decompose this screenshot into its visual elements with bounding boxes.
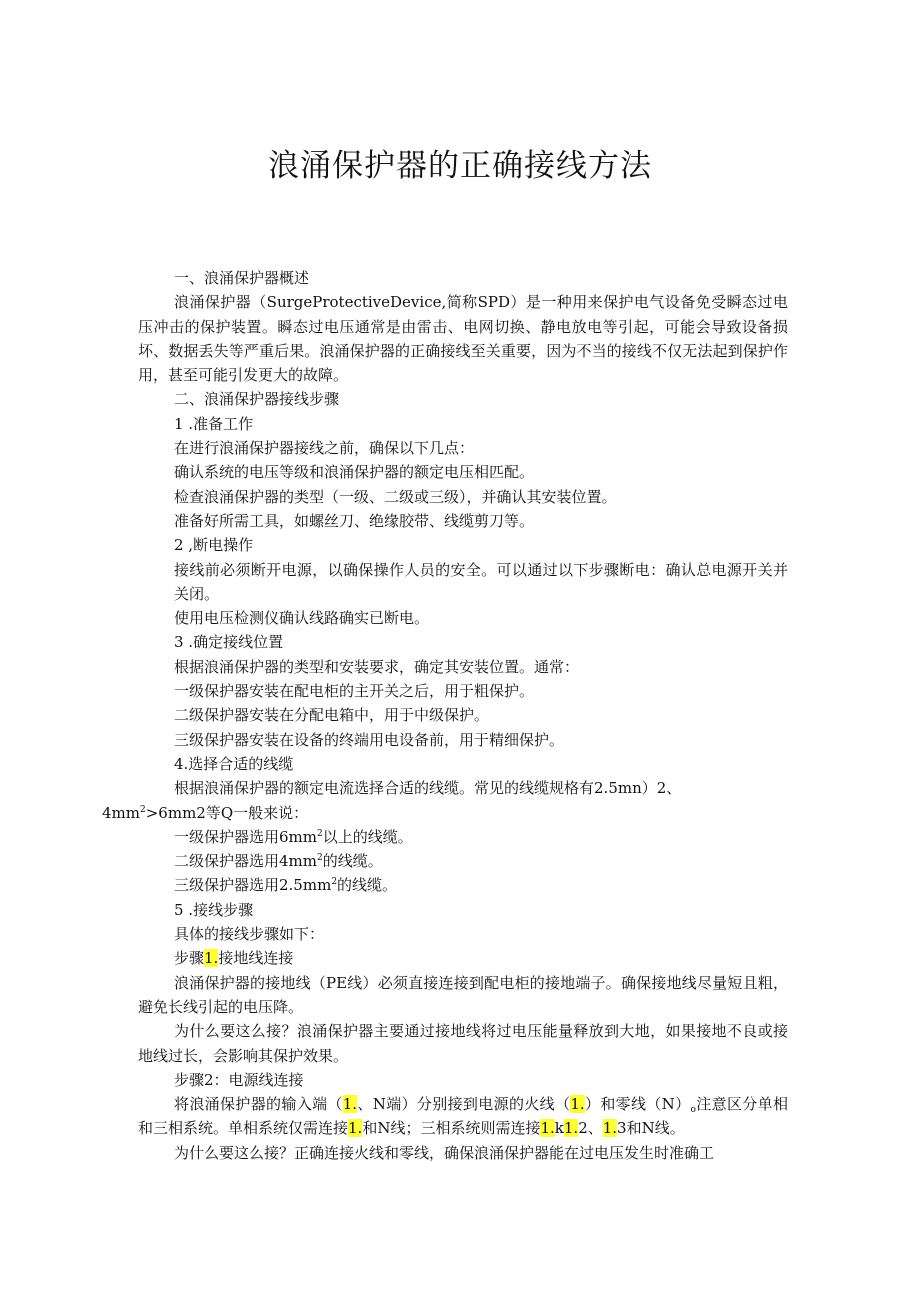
step1-intro: 在进行浪涌保护器接线之前，确保以下几点： [174, 439, 475, 458]
text-run: 二级保护器选用4mm [174, 852, 317, 871]
substep2-heading: 步骤2：电源线连接 [174, 1070, 304, 1089]
text-run: 以上的线缆。 [322, 827, 413, 846]
step4-heading: 4.选择合适的线缆 [174, 754, 294, 773]
step3-intro: 根据浪涌保护器的类型和安装要求，确定其安装位置。通常： [174, 657, 580, 676]
overview-paragraph: 浪涌保护器（SurgeProtectiveDevice,简称SPD）是一种用来保护电气设备免受瞬态过电压冲击的保护装置。瞬态过电压通常是由雷击、电网切换、静电放电等引起，可能会导致设备损坏、数据丢失等严重后果。浪涌保护器的正确接线至关重要，因为不当的接线不仅无法起到保护作用，甚至可能引发更大的故障。 [138, 293, 788, 385]
text-run: 步骤 [174, 949, 205, 968]
text-run: 2、 [578, 1119, 603, 1138]
text-run: 和N线；三相系统则需连接 [362, 1119, 541, 1138]
highlight: 1. [342, 1095, 358, 1114]
step4-item [138, 825, 788, 849]
text-run: ）和零线（N） [584, 1095, 691, 1114]
step4-intro-line1: 根据浪涌保护器的额定电流选择合适的线缆。常见的线缆规格有2.5mn）2、 [174, 779, 682, 798]
text-run: 一级保护器选用6mm [174, 827, 317, 846]
step4-intro-line2a: 4mm [102, 803, 140, 822]
substep2-paragraph [138, 1092, 788, 1141]
text-run: k [554, 1119, 564, 1138]
text-run: 三级保护器选用2.5mm [174, 876, 332, 895]
step3-heading: 3 .确定接线位置 [174, 633, 284, 652]
step4-intro [102, 776, 788, 825]
step2-heading: 2 ,断电操作 [174, 536, 254, 555]
superscript: 2 [140, 804, 146, 815]
highlight: 1. [602, 1119, 618, 1138]
text-run: 接地线连接 [218, 949, 294, 968]
highlight: 1. [348, 1119, 363, 1138]
step1-item: 准备好所需工具，如螺丝刀、绝缘胶带、线缆剪刀等。 [174, 511, 535, 530]
step4-item [138, 873, 788, 897]
highlight: 1. [570, 1095, 585, 1114]
step1-item: 确认系统的电压等级和浪涌保护器的额定电压相匹配。 [174, 463, 535, 482]
highlight: 1. [540, 1119, 555, 1138]
highlight: 1. [204, 949, 219, 968]
step3-item: 一级保护器安装在配电柜的主开关之后，用于粗保护。 [174, 682, 535, 701]
superscript: 2 [317, 853, 323, 864]
superscript: 2 [317, 828, 323, 839]
section-heading-steps: 二、浪涌保护器接线步骤 [174, 390, 340, 409]
highlight: 1. [563, 1119, 579, 1138]
document-body [102, 266, 788, 1165]
text-run: 将浪涌保护器的输入端（ [174, 1095, 343, 1114]
substep1-why: 为什么要这么接？浪涌保护器主要通过接地线将过电压能量释放到大地，如果接地不良或接地线过长，会影响其保护效果。 [138, 1022, 788, 1065]
step2-item: 接线前必须断开电源，以确保操作人员的安全。可以通过以下步骤断电：确认总电源开关并关闭。 [174, 560, 788, 603]
text-run: 3和N线。 [617, 1119, 685, 1138]
text-run: 的线缆。 [322, 852, 383, 871]
text-run: 注意区分单相和三相系统。单相系统仅需连接 [138, 1095, 788, 1138]
step5-heading: 5 .接线步骤 [174, 900, 254, 919]
step5-intro: 具体的接线步骤如下： [174, 925, 325, 944]
text-run: 的线缆。 [337, 876, 398, 895]
step4-intro-line2b: >6mm2等Q一般来说： [145, 803, 309, 822]
step2-item: 使用电压检测仪确认线路确实已断电。 [174, 609, 430, 628]
step1-item: 检查浪涌保护器的类型（一级、二级或三级），并确认其安装位置。 [174, 487, 617, 506]
section-heading-overview: 一、浪涌保护器概述 [174, 269, 310, 287]
step4-item [138, 849, 788, 873]
step3-item: 二级保护器安装在分配电箱中，用于中级保护。 [174, 706, 490, 725]
text-run: 、N端）分别接到电源的火线（ [357, 1095, 571, 1114]
document-title: 浪涌保护器的正确接线方法 [268, 148, 652, 184]
step1-heading: 1 .准备工作 [174, 414, 254, 433]
subscript: o [690, 1105, 696, 1116]
substep2-why: 为什么要这么接？正确连接火线和零线，确保浪涌保护器能在过电压发生时准确工 [174, 1143, 715, 1162]
substep1-paragraph: 浪涌保护器的接地线（PE线）必须直接连接到配电柜的接地端子。确保接地线尽量短且粗，避免长线引起的电压降。 [138, 973, 788, 1016]
substep1-heading [138, 946, 788, 970]
step3-item: 三级保护器安装在设备的终端用电设备前，用于精细保护。 [174, 730, 565, 749]
superscript: 2 [331, 877, 338, 888]
